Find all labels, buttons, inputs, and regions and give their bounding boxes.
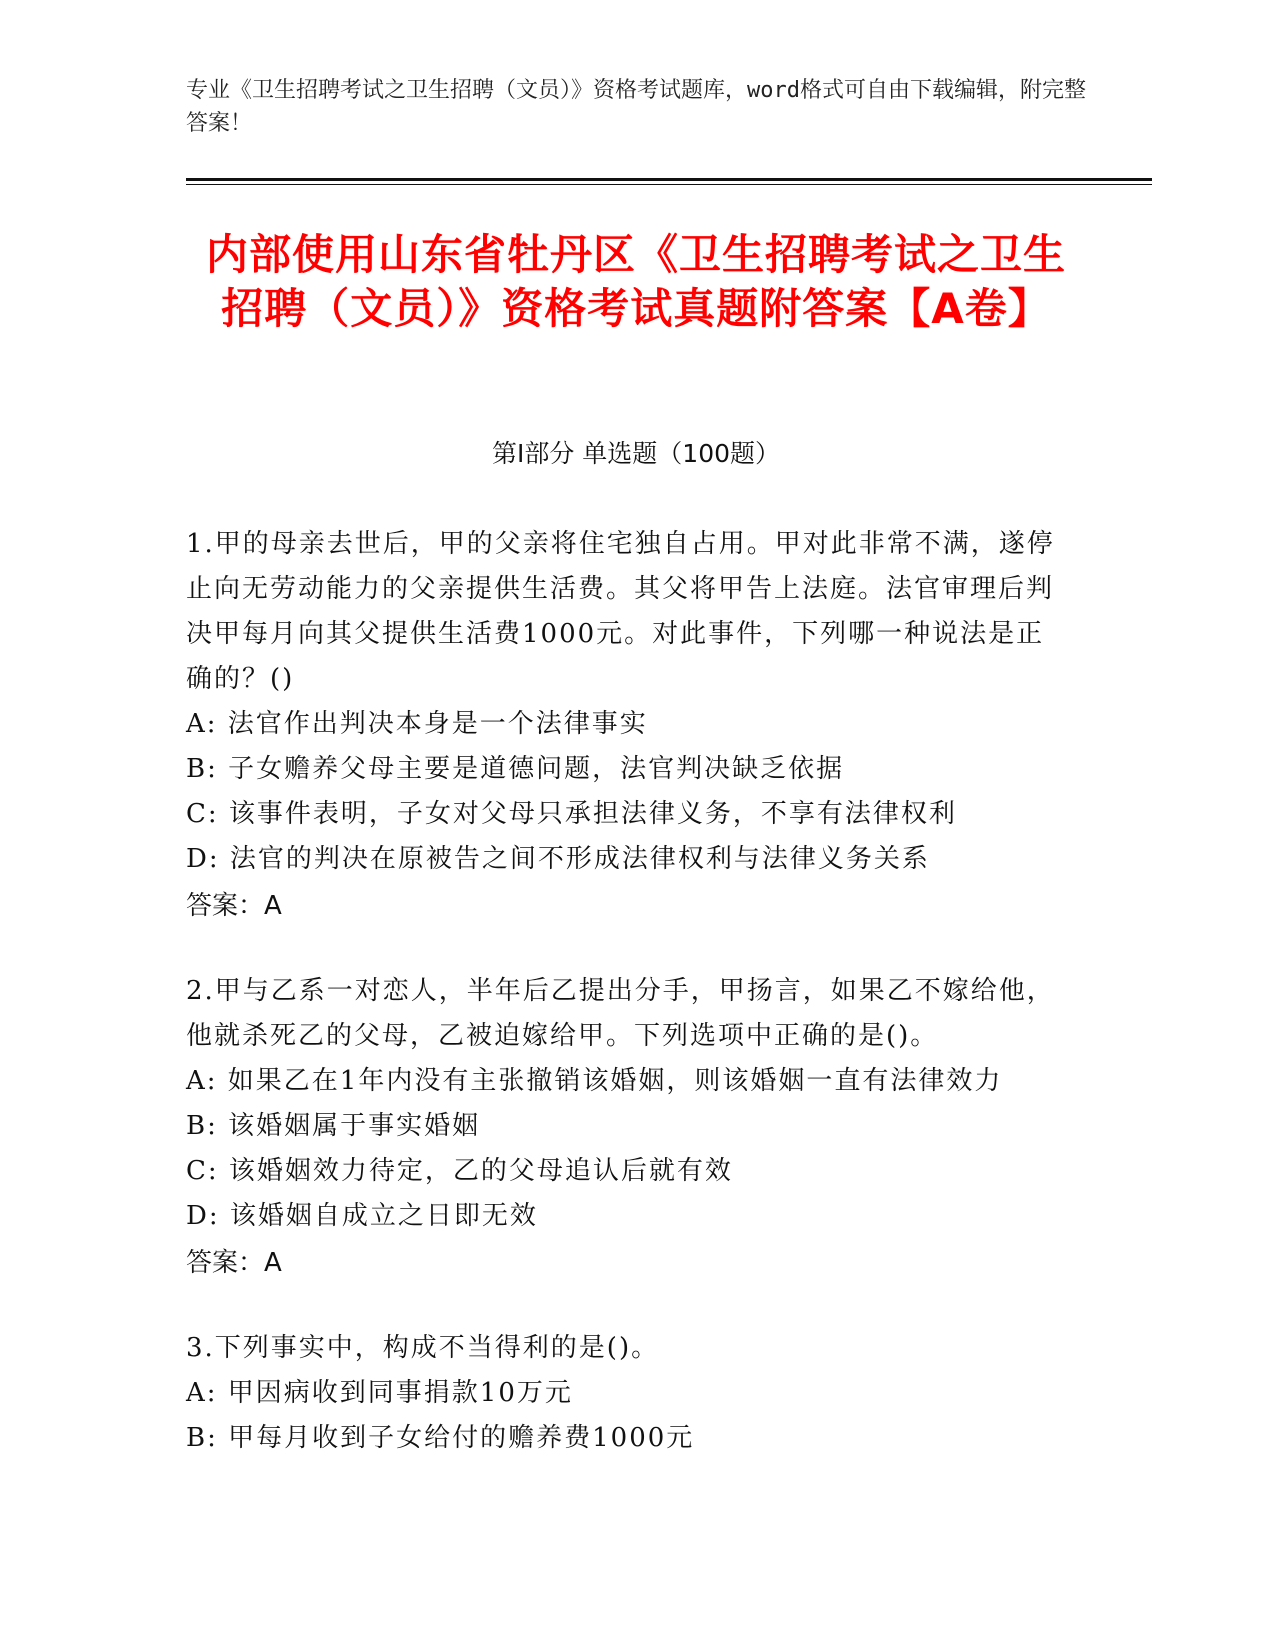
option-b: B: 甲每月收到子女给付的赡养费1000元 [186, 1423, 695, 1453]
option-c: C: 该事件表明，子女对父母只承担法律义务，不享有法律权利 [186, 799, 957, 829]
question-list [186, 522, 1066, 1501]
option-a: A: 法官作出判决本身是一个法律事实 [186, 709, 648, 739]
option-a: A: 甲因病收到同事捐款10万元 [186, 1378, 573, 1408]
option-b: B: 子女赡养父母主要是道德问题，法官判决缺乏依据 [186, 754, 845, 784]
question-stem: 2.甲与乙系一对恋人，半年后乙提出分手，甲扬言，如果乙不嫁给他，他就杀死乙的父母，乙被迫嫁给甲。下列选项中正确的是()。 [186, 976, 1055, 1051]
option-b: B: 该婚姻属于事实婚姻 [186, 1111, 481, 1141]
question-2 [186, 969, 1066, 1286]
option-a: A: 如果乙在1年内没有主张撤销该婚姻，则该婚姻一直有法律效力 [186, 1066, 1003, 1096]
section-title: 第Ⅰ部分 单选题（100题） [491, 439, 781, 468]
document-title: 内部使用山东省牡丹区《卫生招聘考试之卫生招聘（文员）》资格考试真题附答案【A卷】 [205, 230, 1066, 333]
header-rule-thick [186, 178, 1152, 181]
option-d: D: 该婚姻自成立之日即无效 [186, 1201, 538, 1231]
header-rule-thin [186, 184, 1152, 185]
header-note: 专业《卫生招聘考试之卫生招聘（文员）》资格考试题库，word格式可自由下载编辑，附完整答案！ [186, 78, 1086, 136]
question-stem: 1.甲的母亲去世后，甲的父亲将住宅独自占用。甲对此非常不满，遂停止向无劳动能力的父亲提供生活费。其父将甲告上法庭。法官审理后判决甲每月向其父提供生活费1000元。对此事件，下列哪一种说法是正确的？() [186, 529, 1055, 694]
answer-label: 答案：A [186, 1248, 282, 1278]
question-stem: 3.下列事实中，构成不当得利的是()。 [186, 1333, 660, 1363]
question-3 [186, 1326, 1066, 1461]
answer-label: 答案：A [186, 891, 282, 921]
option-c: C: 该婚姻效力待定，乙的父母追认后就有效 [186, 1156, 733, 1186]
question-1 [186, 522, 1066, 929]
option-d: D: 法官的判决在原被告之间不形成法律权利与法律义务关系 [186, 844, 930, 874]
